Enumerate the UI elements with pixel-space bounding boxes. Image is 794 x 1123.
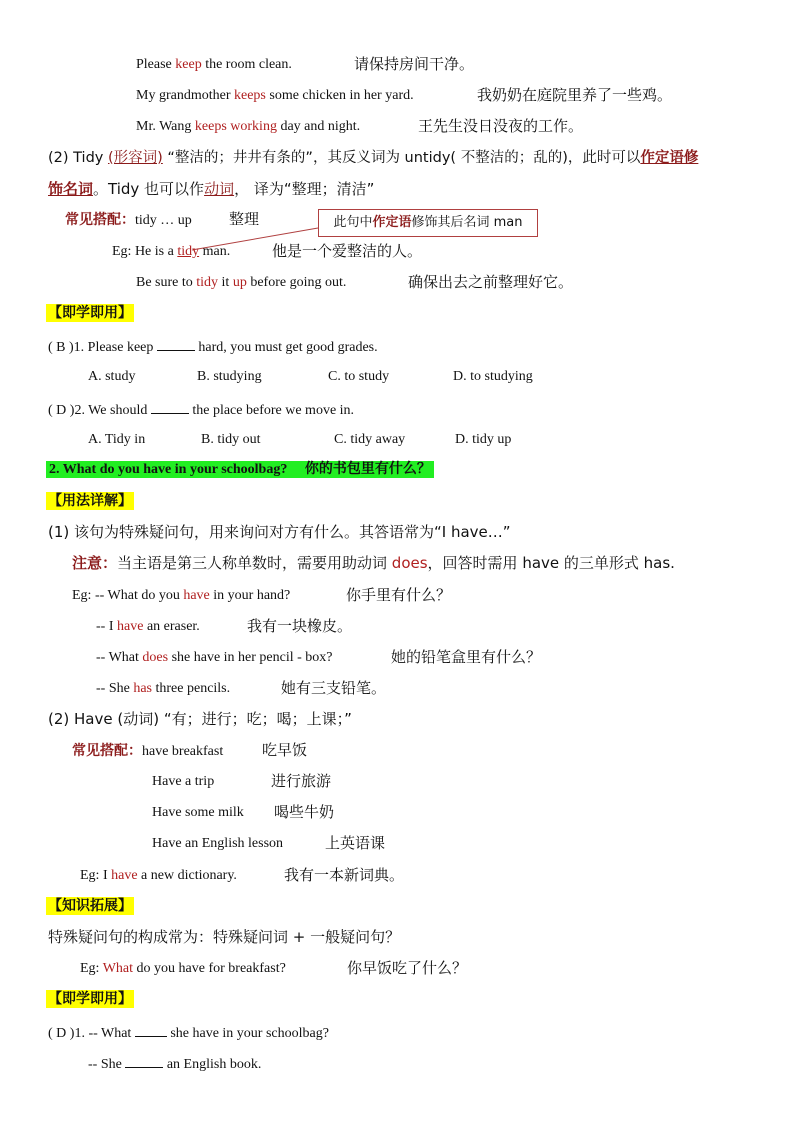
example-have-3: -- What does she have in her pencil - box? xyxy=(96,650,333,665)
question-2: ( D )2. We should the place before we move in. xyxy=(48,400,354,420)
example-keep-3: Mr. Wang keeps working day and night. xyxy=(136,119,361,134)
tidy-example-1: Eg: He is a tidy man. xyxy=(112,244,231,259)
annotation-callout: 此句中作定语修饰其后名词 man xyxy=(318,209,538,237)
example-what: Eg: What do you have for breakfast? xyxy=(80,961,286,976)
section-tag-practice-2: 【即学即用】 xyxy=(48,991,132,1007)
answer-blank[interactable] xyxy=(125,1054,163,1068)
example-have-5: Eg: I have a new dictionary. xyxy=(80,868,237,883)
q1-option-b[interactable]: B. studying xyxy=(197,369,262,384)
have-collocation-2: Have a trip xyxy=(152,774,215,789)
q2-option-d[interactable]: D. tidy up xyxy=(455,432,512,447)
answer-blank[interactable] xyxy=(157,337,195,351)
example-have-3-cn: 她的铅笔盒里有什么？ xyxy=(391,648,542,666)
tidy-definition-line2: 饰名词。Tidy 也可以作动词， 译为“整理；清洁” xyxy=(48,180,375,198)
answer-blank[interactable] xyxy=(151,400,189,414)
question-3: ( D )1. -- What she have in your schoolbag? xyxy=(48,1023,329,1043)
tidy-definition-line1: (2) Tidy (形容词) “整洁的；井井有条的”，其反义词为 untidy( 不整洁的；乱的)，此时可以作定语修 xyxy=(48,150,699,166)
q2-option-c[interactable]: C. tidy away xyxy=(334,432,406,447)
q1-option-d[interactable]: D. to studying xyxy=(453,369,533,384)
example-keep-1: Please keep the room clean. xyxy=(136,57,292,72)
example-have-4-cn: 她有三支铅笔。 xyxy=(281,679,387,697)
question-3-reply: -- She an English book. xyxy=(88,1054,261,1074)
tidy-example-2-cn: 确保出去之前整理好它。 xyxy=(408,273,574,291)
section-tag-extension: 【知识拓展】 xyxy=(48,898,132,914)
usage-note: 注意：当主语是第三人称单数时，需要用助动词 does，回答时需用 have 的三单形式 has. xyxy=(72,554,675,572)
section-2-heading: 2. What do you have in your schoolbag? 你的书包里有什么？ xyxy=(46,460,434,479)
have-collocation-3: Have some milk xyxy=(152,805,244,820)
example-have-4: -- She has three pencils. xyxy=(96,681,231,696)
tidy-example-1-cn: 他是一个爱整洁的人。 xyxy=(272,242,423,260)
example-have-2: -- I have an eraser. xyxy=(96,619,200,634)
q1-option-a[interactable]: A. study xyxy=(88,369,136,384)
q2-option-a[interactable]: A. Tidy in xyxy=(88,432,146,447)
have-collocation-1-cn: 吃早饭 xyxy=(262,741,308,759)
extension-rule: 特殊疑问句的构成常为：特殊疑问词 + 一般疑问句？ xyxy=(48,928,401,946)
example-keep-1-cn: 请保持房间干净。 xyxy=(354,55,475,73)
example-have-1: Eg: -- What do you have in your hand? xyxy=(72,588,291,603)
example-keep-3-cn: 王先生没日没夜的工作。 xyxy=(418,117,584,135)
example-what-cn: 你早饭吃了什么？ xyxy=(347,959,468,977)
have-collocation-4: Have an English lesson xyxy=(152,836,284,851)
usage-point-2: (2) Have (动词) “有；进行；吃；喝；上课；” xyxy=(48,710,352,728)
have-collocation-2-cn: 进行旅游 xyxy=(271,772,332,790)
q1-option-c[interactable]: C. to study xyxy=(328,369,390,384)
section-tag-usage: 【用法详解】 xyxy=(48,493,132,509)
usage-point-1: (1) 该句为特殊疑问句，用来询问对方有什么。其答语常为“I have…” xyxy=(48,523,511,541)
have-collocation-3-cn: 喝些牛奶 xyxy=(274,803,335,821)
example-have-2-cn: 我有一块橡皮。 xyxy=(247,617,353,635)
section-tag-practice-1: 【即学即用】 xyxy=(48,305,132,321)
have-collocation-4-cn: 上英语课 xyxy=(325,834,386,852)
example-keep-2-cn: 我奶奶在庭院里养了一些鸡。 xyxy=(477,86,673,104)
example-keep-2: My grandmother keeps some chicken in her yard. xyxy=(136,88,414,103)
tidy-collocation: 常见搭配：tidy … up xyxy=(65,212,192,228)
tidy-example-2: Be sure to tidy it up before going out. xyxy=(136,275,347,290)
q2-option-b[interactable]: B. tidy out xyxy=(201,432,261,447)
have-collocation-1: 常见搭配：have breakfast xyxy=(72,743,224,759)
question-1: ( B )1. Please keep hard, you must get good grades. xyxy=(48,337,378,357)
example-have-5-cn: 我有一本新词典。 xyxy=(284,866,405,884)
tidy-collocation-cn: 整理 xyxy=(229,210,260,228)
answer-blank[interactable] xyxy=(135,1023,167,1037)
example-have-1-cn: 你手里有什么？ xyxy=(346,586,452,604)
